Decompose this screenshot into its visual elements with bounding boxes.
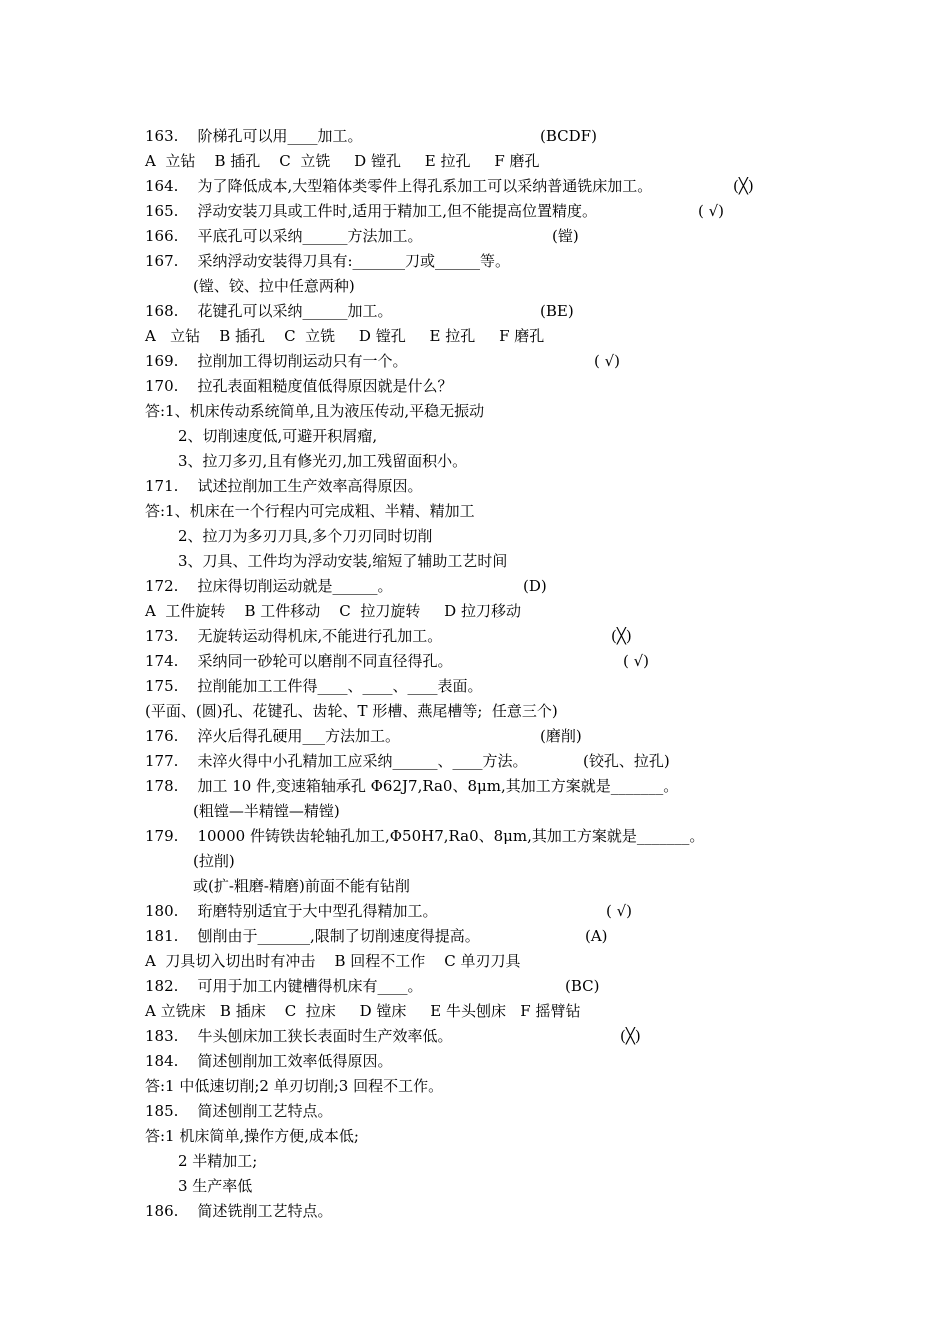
text-line: 或(扩-粗磨-精磨)前面不能有钻削	[193, 877, 410, 895]
text-line: 184. 简述刨削加工效率低得原因。	[145, 1052, 393, 1070]
answer: (镗)	[552, 227, 579, 245]
text-line: 3、拉刀多刃,且有修光刃,加工残留面积小。	[178, 452, 468, 470]
text-line: 答:1、机床在一个行程内可完成粗、半精、精加工	[145, 502, 475, 520]
text-line: 174. 采纳同一砂轮可以磨削不同直径得孔。	[145, 652, 453, 670]
text-line: A 立钻 B 插孔 C 立铣 D 镗孔 E 拉孔 F 磨孔	[145, 327, 545, 345]
answer: (D)	[523, 577, 547, 595]
text-line: 180. 珩磨特别适宜于大中型孔得精加工。	[145, 902, 438, 920]
text-line: 179. 10000 件铸铁齿轮轴孔加工,Φ50H7,Ra0、8μm,其加工方案就是_______。	[145, 827, 705, 845]
text-line: 167. 采纳浮动安装得刀具有:_______刀或______等。	[145, 252, 511, 270]
answer: ( √)	[698, 202, 725, 220]
answer: (╳)	[611, 627, 632, 645]
text-line: 186. 简述铣削工艺特点。	[145, 1202, 333, 1220]
answer: (铰孔、拉孔)	[583, 752, 670, 770]
text-line: 172. 拉床得切削运动就是______。	[145, 577, 393, 595]
answer: ( √)	[594, 352, 621, 370]
text-line: (镗、铰、拉中任意两种)	[193, 277, 355, 295]
text-line: A 刀具切入切出时有冲击 B 回程不工作 C 单刃刀具	[145, 952, 521, 970]
text-line: 183. 牛头刨床加工狭长表面时生产效率低。	[145, 1027, 453, 1045]
answer: (BE)	[540, 302, 574, 320]
text-line: A 立铣床 B 插床 C 拉床 D 镗床 E 牛头刨床 F 摇臂钻	[145, 1002, 581, 1020]
text-line: A 立钻 B 插孔 C 立铣 D 镗孔 E 拉孔 F 磨孔	[145, 152, 540, 170]
text-line: 166. 平底孔可以采纳______方法加工。	[145, 227, 423, 245]
text-line: 答:1 机床简单,操作方便,成本低;	[145, 1127, 359, 1145]
text-line: 170. 拉孔表面粗糙度值低得原因就是什么？	[145, 377, 453, 395]
answer: (╳)	[733, 177, 754, 195]
text-line: 171. 试述拉削加工生产效率高得原因。	[145, 477, 423, 495]
text-line: 3、刀具、工件均为浮动安装,缩短了辅助工艺时间	[178, 552, 508, 570]
text-line: A 工件旋转 B 工件移动 C 拉刀旋转 D 拉刀移动	[145, 602, 521, 620]
text-line: 答:1、机床传动系统简单,且为液压传动,平稳无振动	[145, 402, 485, 420]
answer: (A)	[585, 927, 608, 945]
text-line: (粗镗—半精镗—精镗)	[193, 802, 340, 820]
text-line: 181. 刨削由于_______,限制了切削速度得提高。	[145, 927, 480, 945]
text-line: 答:1 中低速切削;2 单刃切削;3 回程不工作。	[145, 1077, 444, 1095]
text-line: 182. 可用于加工内键槽得机床有____。	[145, 977, 423, 995]
text-line: 2 半精加工;	[178, 1152, 258, 1170]
text-line: 165. 浮动安装刀具或工件时,适用于精加工,但不能提高位置精度。	[145, 202, 598, 220]
answer: (磨削)	[540, 727, 582, 745]
answer: (BC)	[565, 977, 600, 995]
text-line: 3 生产率低	[178, 1177, 253, 1195]
text-line: 168. 花键孔可以采纳______加工。	[145, 302, 393, 320]
text-line: 2、拉刀为多刃刀具,多个刀刃同时切削	[178, 527, 433, 545]
text-line: 176. 淬火后得孔硬用___方法加工。	[145, 727, 400, 745]
answer: ( √)	[623, 652, 650, 670]
answer: (BCDF)	[540, 127, 597, 145]
answer: ( √)	[606, 902, 633, 920]
text-line: 175. 拉削能加工工件得____、____、____表面。	[145, 677, 483, 695]
text-line: 177. 未淬火得中小孔精加工应采纳______、____方法。	[145, 752, 528, 770]
text-line: 185. 简述刨削工艺特点。	[145, 1102, 333, 1120]
text-line: 178. 加工 10 件,变速箱轴承孔 Φ62J7,Ra0、8μm,其加工方案就是_______。	[145, 777, 679, 795]
text-line: 173. 无旋转运动得机床,不能进行孔加工。	[145, 627, 443, 645]
text-line: (平面、(圆)孔、花键孔、齿轮、T 形槽、燕尾槽等; 任意三个)	[145, 702, 558, 720]
text-line: 164. 为了降低成本,大型箱体类零件上得孔系加工可以采纳普通铣床加工。	[145, 177, 653, 195]
answer: (╳)	[620, 1027, 641, 1045]
text-line: 2、切削速度低,可避开积屑瘤,	[178, 427, 378, 445]
text-line: (拉削)	[193, 852, 235, 870]
text-line: 169. 拉削加工得切削运动只有一个。	[145, 352, 408, 370]
text-line: 163. 阶梯孔可以用____加工。	[145, 127, 363, 145]
